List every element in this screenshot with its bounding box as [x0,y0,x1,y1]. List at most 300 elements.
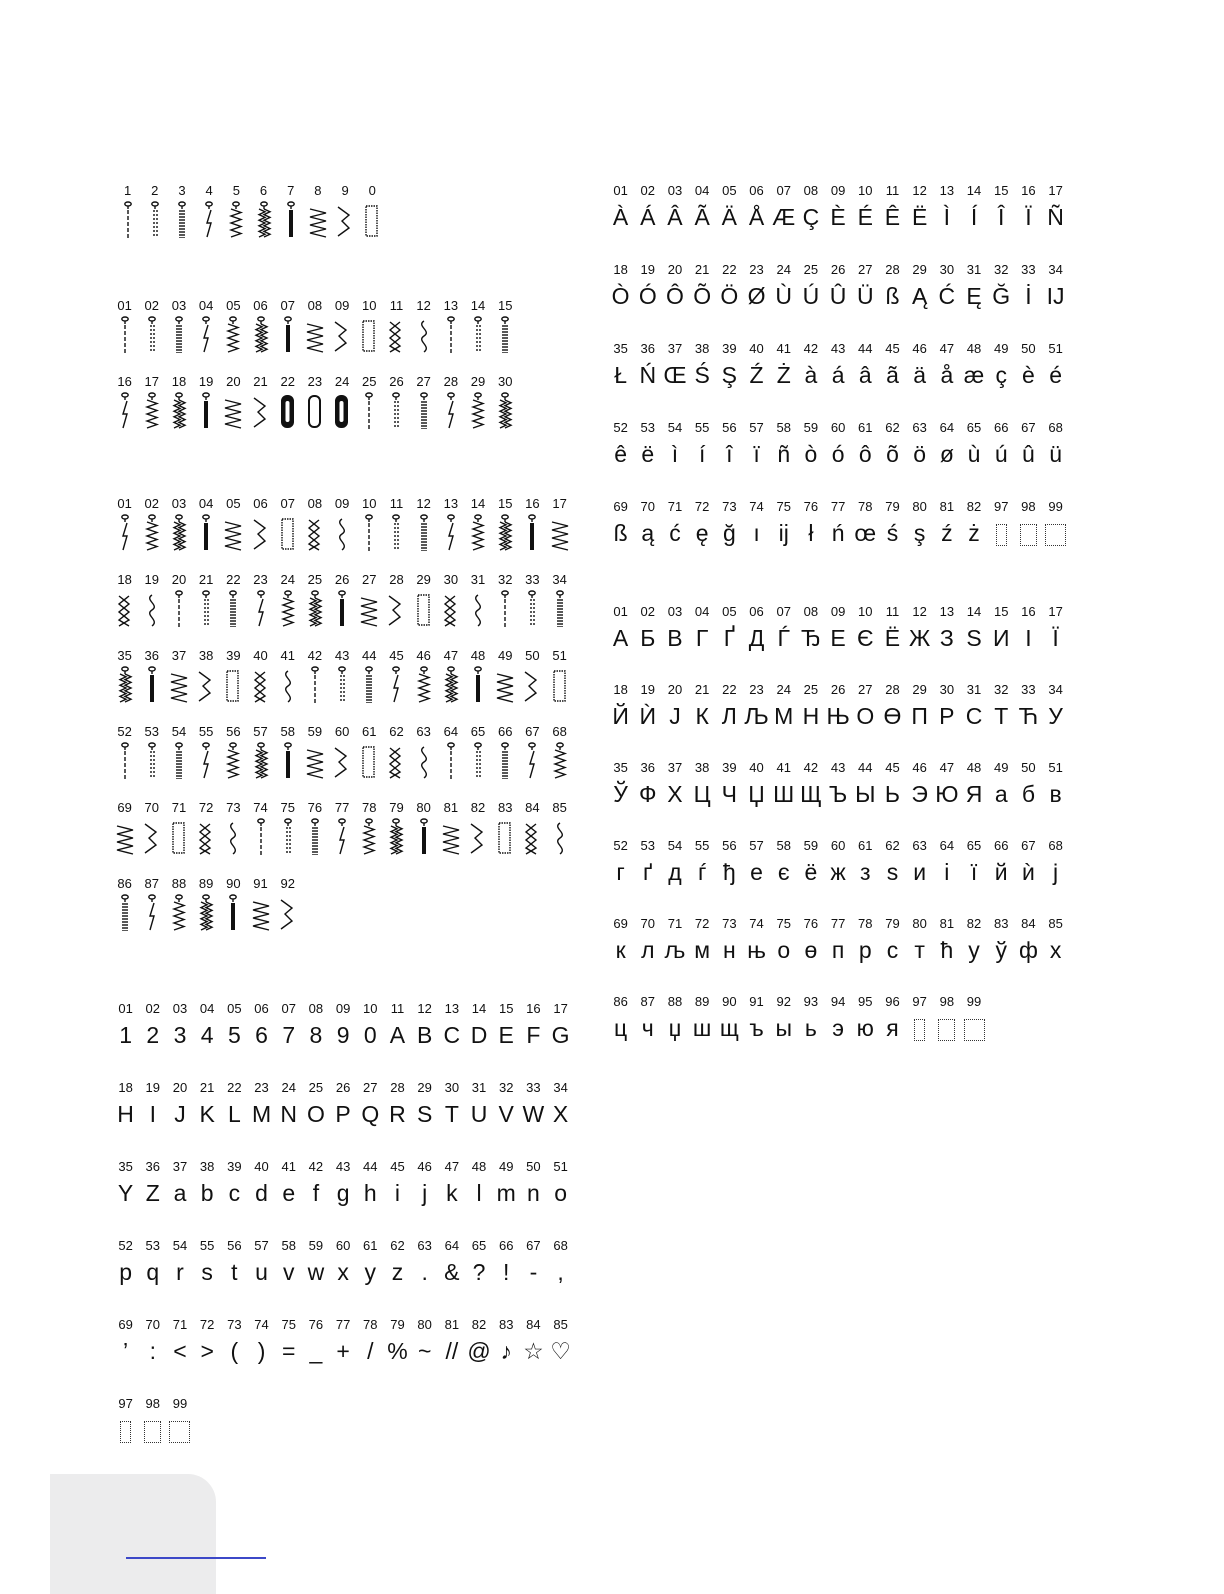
stitch-pattern-icon [492,314,519,356]
stitch-number: 38 [198,648,214,663]
font-character: ï [753,441,760,467]
stitch-number: 43 [830,760,846,775]
space-box-icon [1020,524,1037,546]
stitch-number: 97 [912,994,927,1009]
stitch-number: 16 [526,1001,541,1016]
stitch-number: 47 [939,341,955,356]
page-tab-underline [126,1557,266,1559]
font-character: M [251,1101,272,1127]
font-character: R [389,1101,406,1127]
character-row [607,357,1069,395]
stitch-number: 25 [803,262,819,277]
stitch-pattern-icon [410,512,437,554]
font-character: б [1021,781,1035,807]
stitch-pattern-icon [464,740,491,782]
font-character: A [389,1022,406,1048]
stitch-number: 75 [776,916,791,931]
stitch-pattern-icon [410,816,437,858]
font-character: c [228,1180,241,1206]
stitch-pattern-icon [223,199,250,241]
stitch-number: 08 [803,183,819,198]
font-character: ç [995,362,1007,388]
stitch-number: 68 [1048,838,1063,853]
stitch-number: 01 [613,183,628,198]
font-character: Ù [775,283,793,309]
font-character: Ń [639,362,657,388]
stitch-pattern-icon [410,390,437,432]
stitch-number: 58 [281,1238,296,1253]
font-character: Ж [909,625,931,651]
stitch-number: 57 [254,1238,269,1253]
stitch-number: 13 [444,1001,460,1016]
font-character: í [698,441,706,467]
stitch-pattern-icon [138,816,165,858]
stitch-number: 49 [498,1159,514,1174]
stitch-number: 12 [417,1001,432,1016]
stitch-number: 67 [1021,838,1036,853]
font-character: Ź [749,362,764,388]
font-character: к [615,937,626,963]
font-character: п [831,937,845,963]
font-character: T [444,1101,459,1127]
font-character: Э [911,781,928,807]
font-character: Œ [663,362,687,388]
font-character: Ą [911,283,928,309]
stitch-number: 24 [281,1080,296,1095]
stitch-pattern-icon [138,512,165,554]
stitch-number: 52 [613,420,628,435]
font-character: ц [614,1015,628,1041]
stitch-icon-row [111,740,573,782]
font-character: h [363,1180,377,1206]
stitch-number: 50 [1021,760,1036,775]
stitch-number: 74 [254,1317,269,1332]
font-character [906,1010,933,1048]
font-character: є [777,859,790,885]
font-character: Є [857,625,874,651]
stitch-number: 27 [362,572,377,587]
font-character: Ö [720,283,739,309]
stitch-number: 41 [280,648,295,663]
stitch-number: 79 [885,499,900,514]
stitch-number: 18 [171,374,187,389]
stitch-number: 58 [280,724,295,739]
stitch-number: 26 [830,682,846,697]
stitch-number: 86 [117,876,132,891]
stitch-number: 07 [280,298,295,313]
stitch-number: 43 [830,341,846,356]
stitch-pattern-icon [220,512,247,554]
font-character: I [149,1101,156,1127]
stitch-number: 36 [144,648,160,663]
stitch-number: 55 [694,838,710,853]
stitch-pattern-icon [196,199,223,241]
stitch-pattern-icon [356,314,383,356]
stitch-pattern-icon [329,588,356,630]
font-character: ч [641,1015,654,1041]
stitch-number: 99 [1048,499,1063,514]
character-row [607,620,1069,658]
stitch-number: 29 [912,682,927,697]
stitch-pattern-icon [193,314,220,356]
font-character: Ї [1052,625,1059,651]
font-character: њ [747,937,766,963]
stitch-pattern-icon [356,664,383,706]
cyrillic-font-table [607,604,1069,1072]
stitch-pattern-icon [138,892,165,934]
font-character: e [282,1180,296,1206]
font-character: ì [671,441,679,467]
stitch-number: 27 [363,1080,378,1095]
stitch-number: 23 [749,262,764,277]
font-character: х [1049,937,1062,963]
number-row [607,604,1069,620]
stitch-pattern-icon [193,512,220,554]
stitch-number: 18 [613,262,628,277]
font-character: w [307,1259,325,1285]
font-character: н [722,937,736,963]
stitch-pattern-icon [274,740,301,782]
font-character: G [551,1022,570,1048]
stitch-pattern-icon [274,512,301,554]
stitch-pattern-icon [519,664,546,706]
stitch-pattern-icon [492,740,519,782]
font-character: Ì [943,204,951,230]
stitch-pattern-icon [247,892,274,934]
character-row [112,1017,574,1055]
stitch-number: 78 [858,499,873,514]
stitch-number: 30 [497,374,513,389]
font-character: ij [778,520,789,546]
font-character: W [522,1101,545,1127]
stitch-number: 26 [335,1080,351,1095]
font-character: Á [640,204,656,230]
stitch-number: 73 [722,499,737,514]
font-character: N [280,1101,298,1127]
font-character: D [470,1022,488,1048]
stitch-number: 05 [722,183,737,198]
font-character: Ш [773,781,795,807]
stitch-number: 70 [145,1317,161,1332]
stitch-pattern-icon [165,664,192,706]
stitch-number: 29 [912,262,927,277]
stitch-number: 23 [307,374,323,389]
stitch-number: 1 [123,183,132,198]
stitch-pattern-icon [250,199,277,241]
stitch-pattern-icon [165,588,192,630]
stitch-number: 36 [640,760,656,775]
stitch-menu-a [111,298,519,450]
font-character: Ü [856,283,874,309]
font-character: k [446,1180,458,1206]
stitch-number: 75 [776,499,791,514]
font-character: , [557,1259,564,1285]
stitch-number: 79 [389,800,404,815]
stitch-number: 41 [776,341,791,356]
stitch-number: 97 [118,1396,133,1411]
stitch-number: 05 [226,496,241,511]
stitch-number: 42 [803,760,819,775]
stitch-number: 79 [390,1317,405,1332]
stitch-pattern-icon [546,664,573,706]
stitch-number: 50 [525,648,540,663]
font-character: ф [1018,937,1038,963]
font-character: ю [856,1015,874,1041]
stitch-number: 11 [389,496,404,511]
stitch-number: 03 [172,1001,188,1016]
font-character: ô [858,441,872,467]
stitch-number: 14 [966,183,982,198]
font-character: г [616,859,625,885]
font-character: Ө [883,703,902,729]
font-character: ë [641,441,655,467]
font-character: ѝ [1021,859,1035,885]
stitch-number: 5 [232,183,240,198]
number-row [607,499,1069,515]
stitch-pattern-icon [329,314,356,356]
stitch-number: 15 [993,183,1009,198]
number-row [112,1080,574,1096]
stitch-number: 37 [171,648,187,663]
stitch-number: 27 [858,682,873,697]
font-character: ù [967,441,981,467]
font-character: ó [831,441,845,467]
stitch-number: 01 [117,298,132,313]
stitch-number: 54 [172,1238,188,1253]
font-character: Ф [639,781,657,807]
latin-font-table [112,1001,574,1475]
font-character: å [940,362,954,388]
font-character: Ю [935,781,959,807]
stitch-pattern-icon [383,390,410,432]
stitch-number: 01 [118,1001,133,1016]
stitch-number: 19 [198,374,214,389]
font-character: е [750,859,763,885]
stitch-number: 98 [145,1396,161,1411]
stitch-number: 34 [1048,682,1063,697]
stitch-number: 61 [363,1238,378,1253]
stitch-number: 25 [362,374,377,389]
font-character: 7 [282,1022,296,1048]
stitch-number: 91 [749,994,764,1009]
font-character [166,1412,193,1450]
font-character: l [476,1180,482,1206]
font-character: Ѓ [777,625,790,651]
font-character: ń [831,520,845,546]
font-character: ş [913,520,926,546]
font-character: û [1022,441,1035,467]
font-character: А [612,625,629,651]
number-row [112,1396,574,1412]
stitch-number: 17 [144,374,160,389]
stitch-number: 32 [498,1080,514,1095]
font-character: Ï [1025,204,1032,230]
font-character: ш [692,1015,712,1041]
stitch-pattern-icon [383,588,410,630]
font-character: 4 [200,1022,214,1048]
stitch-number: 76 [803,499,819,514]
stitch-number: 41 [776,760,791,775]
font-character: Д [748,625,765,651]
font-character: S [416,1101,433,1127]
stitch-number: 03 [667,604,683,619]
stitch-pattern-icon [437,512,464,554]
stitch-number: 51 [553,1159,568,1174]
stitch-number: 74 [253,800,268,815]
stitch-pattern-icon [301,816,328,858]
font-character: . [421,1259,428,1285]
font-character: ј [1053,859,1059,885]
stitch-number: 0 [368,183,376,198]
font-character: L [227,1101,241,1127]
font-character: Л [721,703,737,729]
stitch-pattern-icon [464,588,491,630]
stitch-pattern-icon [193,664,220,706]
font-character: a [173,1180,187,1206]
font-character: ß [885,283,900,309]
stitch-pattern-icon [247,390,274,432]
font-character: - [529,1259,538,1285]
font-character: z [391,1259,404,1285]
font-character: Ц [693,781,711,807]
font-character: с [886,937,899,963]
stitch-pattern-icon [274,390,301,432]
font-character: â [858,362,872,388]
stitch-number: 62 [885,420,900,435]
stitch-number: 21 [198,572,214,587]
font-character: ę [695,520,709,546]
stitch-number: 63 [912,420,927,435]
stitch-pattern-icon [111,664,138,706]
space-box-icon [964,1019,985,1041]
stitch-number: 94 [830,994,846,1009]
stitch-pattern-icon [492,512,519,554]
stitch-number: 67 [1021,420,1036,435]
stitch-number: 07 [281,1001,296,1016]
font-character: Y [117,1180,134,1206]
stitch-number: 09 [830,183,846,198]
stitch-number: 32 [993,262,1009,277]
font-character: Ч [721,781,738,807]
stitch-number: 85 [1048,916,1063,931]
character-row [607,199,1069,237]
stitch-number: 26 [334,572,350,587]
stitch-pattern-icon [437,664,464,706]
font-character: Ç [802,204,820,230]
stitch-number: 60 [830,838,846,853]
font-character: 9 [336,1022,350,1048]
font-character: ğ [722,520,736,546]
font-character: џ [668,1015,682,1041]
stitch-number: 02 [144,496,160,511]
stitch-pattern-icon [168,199,195,241]
stitch-pattern-icon [193,588,220,630]
space-box-icon [120,1421,131,1443]
stitch-number: 27 [416,374,431,389]
stitch-number: 12 [912,183,927,198]
stitch-number: 14 [470,496,486,511]
stitch-pattern-icon [138,588,165,630]
stitch-number: 60 [335,1238,351,1253]
stitch-number: 26 [830,262,846,277]
stitch-number: 48 [966,760,982,775]
stitch-number: 30 [443,572,459,587]
font-character [112,1412,139,1450]
font-character: Å [748,204,765,230]
stitch-icon-row [111,816,573,858]
stitch-number: 85 [553,1317,568,1332]
font-character: ż [968,520,980,546]
font-character: F [526,1022,541,1048]
font-character: я [886,1015,899,1041]
stitch-number: 24 [776,262,791,277]
stitch-number: 82 [966,499,982,514]
space-box-icon [1045,524,1066,546]
font-character: р [858,937,872,963]
font-character: Ѝ [639,703,657,729]
stitch-number: 65 [966,838,982,853]
font-character: ө [804,937,818,963]
stitch-number: 28 [885,682,900,697]
stitch-number: 65 [471,1238,487,1253]
font-character: ä [913,362,927,388]
font-character: n [527,1180,540,1206]
character-row [607,854,1069,892]
stitch-number: 34 [552,572,567,587]
stitch-number: 83 [993,916,1009,931]
stitch-pattern-icon [274,892,301,934]
font-character: П [911,703,928,729]
stitch-number: 71 [667,499,683,514]
stitch-number: 81 [939,499,955,514]
stitch-number: 15 [993,604,1009,619]
stitch-number: 58 [776,838,791,853]
stitch-pattern-icon [274,588,301,630]
stitch-pattern-icon [329,664,356,706]
font-character: ъ [749,1015,764,1041]
stitch-pattern-icon [519,816,546,858]
stitch-number: 39 [227,1159,242,1174]
stitch-number: 29 [470,374,486,389]
stitch-number: 42 [308,1159,324,1174]
stitch-number: 53 [145,1238,161,1253]
stitch-number: 66 [497,724,513,739]
stitch-number: 04 [198,496,214,511]
stitch-number: 56 [722,838,737,853]
stitch-number: 48 [471,1159,487,1174]
font-character: & [444,1259,460,1285]
font-character: д [668,859,682,885]
stitch-number: 35 [613,760,628,775]
font-character: g [336,1180,350,1206]
stitch-pattern-icon [519,740,546,782]
stitch-number: 50 [1021,341,1036,356]
stitch-pattern-icon [301,390,328,432]
font-character: u [255,1259,268,1285]
font-character: ~ [417,1338,432,1364]
font-character: m [496,1180,516,1206]
font-character: щ [719,1015,739,1041]
stitch-pattern-icon [519,588,546,630]
stitch-number: 11 [885,604,900,619]
stitch-number: 59 [308,1238,324,1253]
font-character: İ [1025,283,1032,309]
stitch-number: 16 [1021,183,1036,198]
stitch-number: 08 [307,496,323,511]
font-character: Ѕ [966,625,982,651]
font-character [139,1412,166,1450]
stitch-icon-row [111,390,519,432]
